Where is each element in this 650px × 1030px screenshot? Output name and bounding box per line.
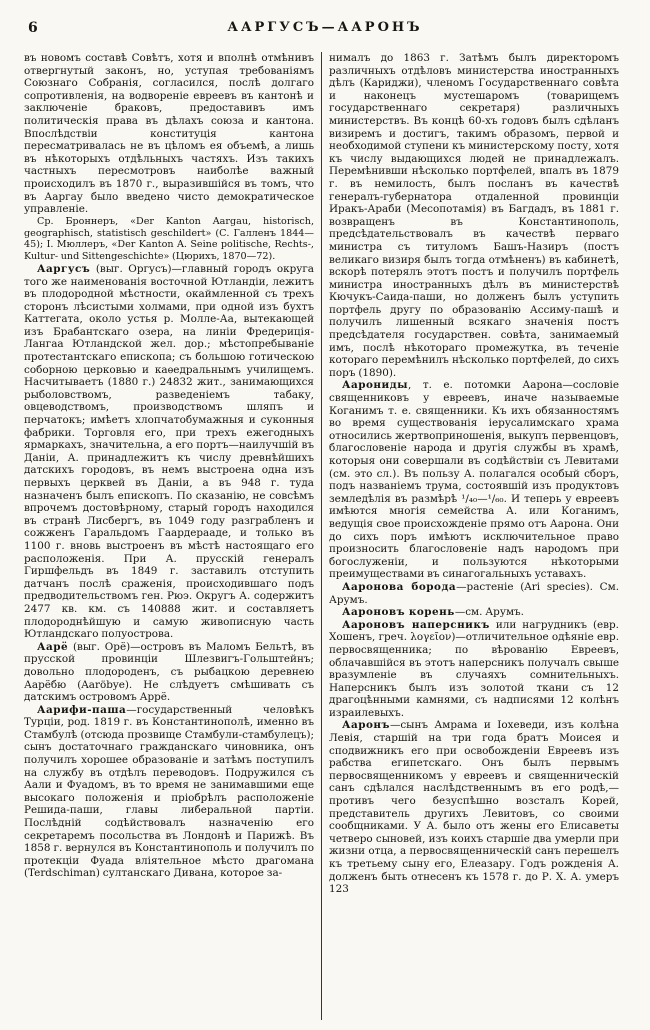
entry-paragraph: Аарифи-паша—государственный человѣкъ Турціи, род. 1819 г. въ Константинополѣ, именно въ Стамбулѣ (отсюда прозвище Стамбули-стамбулецъ); сынъ достаточнаго гражданскаго чиновника, онъ получилъ хорошее образованіе и затѣмъ поступилъ на службу въ отдѣлъ переводовъ. Подружился съ Аали и Фуадомъ, въ то время не занимавшими еще высокаго положенія и пріобрѣлъ расположеніе Решида-паши, главы либеральной партіи. Послѣдній содѣйствовалъ назначенію его секретаремъ посольства въ Лондонѣ и Парижѣ. Въ 1858 г. вернулся въ Константинополь и получилъ по протекціи Фуада вліятельное мѣсто драгомана (Terdschiman) султанскаго Дивана, которое за- (24, 703, 314, 880)
entry-headword: Аарё (37, 640, 69, 653)
entry-paragraph: Аароновъ корень—см. Арумъ. (342, 606, 524, 619)
entry-paragraph: Ааронова борода—растеніе (Ari species). См. Арумъ. (329, 580, 619, 606)
entry-headword: Аарифи-паша (37, 703, 127, 716)
page-number: 6 (28, 20, 38, 36)
entry-headword: Аароновъ корень (342, 606, 455, 619)
left-column (24, 52, 321, 1020)
paragraph: въ новомъ составѣ Совѣтъ, хотя и вполнѣ отмѣнивъ отвергнутый законъ, но, уступая требованіямъ Союзнаго Собранія, согласился, послѣ долгаго сопротивленія, на водвореніе евреевъ въ кантонѣ и заключеніе браковъ, предоставивъ имъ политическія права въ дѣлахъ союза и кантона. Впослѣдствіи конституція кантона пересматривалась не въ цѣломъ ея объемѣ, а лишь въ нѣкоторыхъ отдѣльныхъ частяхъ. Изъ такихъ частныхъ пересмотровъ наиболѣе важный происходилъ въ 1870 г., выразившійся въ томъ, что въ Ааргау было введено чисто демократическое управленіе. (24, 52, 314, 216)
entry-headword: Аароновъ наперсникъ (342, 618, 490, 631)
running-title: ААРГУСЪ—ААРОНЪ (227, 20, 423, 35)
right-column (322, 52, 619, 1020)
entry-headword: Ааронъ (342, 719, 390, 732)
entry-headword: Ааргусъ (37, 262, 91, 275)
entry-headword: Ааронова борода (342, 580, 457, 593)
page-header (24, 18, 626, 44)
entry-paragraph: Аарё (выг. Орё)—островъ въ Маломъ Бельтѣ, въ прусской провинціи Шлезвигъ-Гольштейнъ; довольно плодороденъ, съ рыбацкою деревнею Аарёбю (Aaröbye). Не слѣдуетъ смѣшивать съ датскимъ островомъ Аррё. (24, 640, 314, 704)
entry-paragraph: Ааргусъ (выг. Оргусъ)—главный городъ округа того же наименованія восточной Ютландіи, лежитъ въ плодородной мѣстности, окаймленной съ трехъ сторонъ лѣсистыми холмами, при одной изъ бухтъ Каттегата, около устья р. Молле-Аа, вытекающей изъ Брабантскаго озера, на линіи Фредериція-Лангаа Ютландской жел. дор.; мѣстопребываніе протестантскаго епископа; съ большою готическою соборною церковью и каѳедральнымъ училищемъ. Насчитываетъ (1880 г.) 24832 жит., занимающихся рыболовствомъ, разведеніемъ табаку, овцеводствомъ, производствомъ шляпъ и перчатокъ; имѣетъ хлопчатобумажныя и суконныя фабрики. Торговля его, при трехъ ежегодныхъ ярмаркахъ, значительна, а его портъ—наилучшій въ Даніи, А. принадлежитъ къ числу древнѣйшихъ датскихъ городовъ, въ немъ выстроена одна изъ первыхъ церквей въ Даніи, а въ 948 г. туда назначенъ былъ епископъ. По сказанію, не совсѣмъ впрочемъ достовѣрному, старый городъ находился въ странѣ Лисбергъ, въ 1049 году разграбленъ и сожженъ Гаральдомъ Гаардерааде, и только въ 1100 г. вновь выстроенъ въ мѣстѣ настоящаго его расположенія. При А. прусскій генералъ Гиршфельдъ въ 1849 г. заставилъ отступить датчанъ послѣ сраженія, происходившаго подъ предводительствомъ ген. Рюэ. Округъ А. содержитъ 2477 кв. км. съ 140888 жит. и составляетъ плодороднѣйшую и самую живописную часть Ютландскаго полуострова. (24, 262, 314, 641)
entry-paragraph: Ааронъ—сынъ Амрама и Іохеведи, изъ колѣна Левія, старшій на три года братъ Моисея и сподвижникъ его при освобожденіи Евреевъ изъ рабства египетскаго. Онъ былъ первымъ первосвященникомъ у евреевъ и священническій санъ сдѣлался наслѣдственнымъ въ его родѣ,—противъ чего безуспѣшно возсталъ Корей, представитель другихъ Левитовъ, со своими сообщниками. У А. было отъ жены его Елисаветы четверо сыновей, изъ коихъ старшіе два умерли при жизни отца, а первосвященническій санъ перешелъ къ третьему сыну его, Елеазару. Годъ рожденія А. долженъ быть отнесенъ къ 1578 г. до Р. Х. А. умеръ 123 (329, 719, 619, 896)
text-columns (24, 52, 626, 1020)
paragraph: Ср. Броннеръ, «Der Kanton Aargau, historisch, geographisch, statistisch geschildert» (С. Галленъ 1844—45); I. Мюллеръ, «Der Kanton A. Seine politische, Rechts-, Kultur- und Sittengeschichte» (Цюрихъ, 1870—72). (24, 215, 314, 263)
paragraph: нималъ до 1863 г. Затѣмъ былъ директоромъ различныхъ отдѣловъ министерства иностранныхъ дѣлъ (Кариджи), членомъ Государственнаго совѣта и наконецъ мустешаромъ (товарищемъ государственнаго секретаря) различныхъ министерствъ. Въ концѣ 60-хъ годовъ былъ сдѣланъ визиремъ и достигъ, такимъ образомъ, первой и необходимой ступени къ министерскому посту, хотя къ числу выдающихся людей не принадлежалъ. Перемѣнивши нѣсколько портфелей, впалъ въ 1879 г. въ немилость, былъ посланъ въ качествѣ генералъ-губернатора отдаленной провинціи Иракъ-Араби (Месопотамія) въ Багдадъ, въ 1881 г. возвращенъ въ Константинополь, предсѣдательствовалъ въ качествѣ перваго министра съ титуломъ Башъ-Назиръ (постъ великаго визиря былъ тогда отмѣненъ) въ кабинетѣ, вскорѣ потерялъ этотъ постъ и получилъ портфель министра иностранныхъ дѣлъ въ министерствѣ Кючукъ-Саида-паши, но долженъ былъ уступить портфель другу по образованію Ассиму-пашѣ и получилъ лишенный всякаго значенія постъ предсѣдателя государствен. совѣта, занимаемый имъ, послѣ нѣкотораго промежутка, въ теченіе котораго перемѣнилъ нѣсколько портфелей, до сихъ поръ (1890). (329, 52, 619, 379)
entry-paragraph: Аарониды, т. е. потомки Аарона—сословіе священниковъ у евреевъ, иначе называемые Коганимъ т. е. священники. Къ ихъ обязанностямъ во время существованія іерусалимскаго храма относились жертвоприношенія, выкупъ первенцовъ, благословеніе народа и другія службы въ храмѣ, которыя они совершали въ содѣйствіи съ Левитами (см. это сл.). Въ пользу А. полагался особый сборъ, подъ названіемъ трума, состоявшій изъ продуктовъ земледѣлія въ размѣрѣ ¹/₄₀—¹/₆₀. И теперь у евреевъ имѣются многія семейства А. или Коганимъ, ведущія свое происхожденіе прямо отъ Аарона. Они до сихъ поръ имѣютъ исключительное право произносить благословеніе надъ народомъ при богослуженіи, и пользуются нѣкоторыми преимуществами въ синагогальныхъ уставахъ. (329, 379, 619, 581)
entry-headword: Аарониды (342, 379, 409, 392)
entry-paragraph: Аароновъ наперсникъ или нагрудникъ (евр. Хошенъ, греч. λογεῖον)—отличительное одѣяніе евр. первосвященника; по вѣрованію Евреевъ, облачавшійся въ этотъ наперсникъ получалъ свыше вразумленіе въ случаяхъ сомнительныхъ. Наперсникъ былъ изъ золотой ткани съ 12 драгоцѣнными камнями, съ надписями 12 колѣнъ израилевыхъ. (329, 618, 619, 719)
